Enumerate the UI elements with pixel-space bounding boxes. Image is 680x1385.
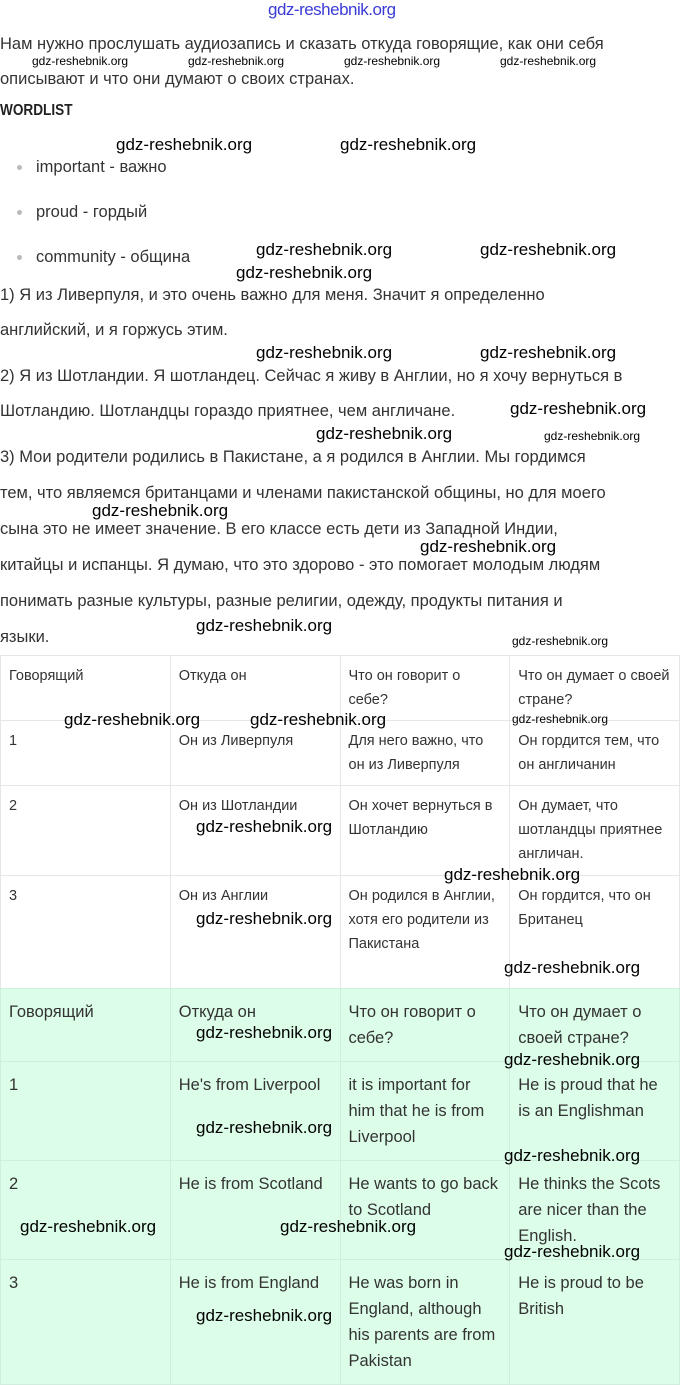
table-cell: 1 [1, 1062, 171, 1161]
intro-line: Нам нужно прослушать аудиозапись и сказать откуда говорящие, как они себя [0, 35, 604, 53]
paragraph-line: языки. [0, 628, 50, 646]
watermark: gdz-reshebnik.org [544, 429, 641, 443]
paragraph-line: Шотландию. Шотландцы гораздо приятнее, чем англичане. [0, 402, 456, 420]
speakers-table-russian [0, 655, 680, 989]
header-cell: Что он говорит о себе? [340, 656, 510, 721]
watermark: gdz-reshebnik.org [512, 634, 609, 648]
table-cell: He wants to go back to Scotland [340, 1161, 510, 1260]
watermark: gdz-reshebnik.org [420, 537, 557, 556]
table-cell: 3 [1, 876, 171, 989]
paragraph-line: сына это не имеет значение. В его классе есть дети из Западной Индии, [0, 520, 558, 538]
watermark: gdz-reshebnik.org [250, 710, 387, 729]
paragraph-line: 2) Я из Шотландии. Я шотландец. Сейчас я живу в Англии, но я хочу вернуться в [0, 367, 623, 385]
table-cell: Он из Англии [170, 876, 340, 989]
watermark: gdz-reshebnik.org [64, 710, 201, 729]
watermark: gdz-reshebnik.org [256, 240, 393, 259]
header-cell: Что он думает о своей стране? [510, 656, 680, 721]
bullet-icon [17, 255, 22, 260]
wordlist-item-text: community - община [36, 248, 191, 266]
table-cell: Он гордится тем, что он англичанин [510, 721, 680, 786]
table-cell: 1 [1, 721, 171, 786]
table-cell: Для него важно, что он из Ливерпуля [340, 721, 510, 786]
table-cell: 2 [1, 1161, 171, 1260]
table-cell: 3 [1, 1260, 171, 1385]
watermark: gdz-reshebnik.org [188, 54, 285, 68]
paragraph-line: английский, и я горжусь этим. [0, 321, 228, 339]
watermark: gdz-reshebnik.org [196, 1023, 333, 1042]
site-header-link[interactable]: gdz-reshebnik.org [268, 0, 396, 19]
watermark: gdz-reshebnik.org [280, 1217, 417, 1236]
table-cell: Он из Шотландии [170, 786, 340, 876]
wordlist-item [17, 248, 190, 267]
bullet-icon [17, 210, 22, 215]
watermark: gdz-reshebnik.org [500, 54, 597, 68]
table-row [1, 721, 680, 786]
watermark: gdz-reshebnik.org [196, 817, 333, 836]
watermark: gdz-reshebnik.org [196, 616, 333, 635]
table-cell: He's from Liverpool [170, 1062, 340, 1161]
watermark: gdz-reshebnik.org [512, 712, 609, 726]
table-cell: it is important for him that he is from Liverpool [340, 1062, 510, 1161]
header-cell: Говорящий [1, 656, 171, 721]
bullet-icon [17, 165, 22, 170]
wordlist-item [17, 203, 147, 222]
speakers-table-english [0, 988, 680, 1385]
intro-line: описывают и что они думают о своих странах. [0, 70, 355, 88]
table-cell: He is from Scotland [170, 1161, 340, 1260]
table-cell: He thinks the Scots are nicer than the English. [510, 1161, 680, 1260]
watermark: gdz-reshebnik.org [480, 343, 617, 362]
wordlist-item-text: important - важно [36, 158, 167, 176]
watermark: gdz-reshebnik.org [316, 424, 453, 443]
watermark: gdz-reshebnik.org [20, 1217, 157, 1236]
table-row [1, 786, 680, 876]
wordlist-item-text: proud - гордый [36, 203, 148, 221]
watermark: gdz-reshebnik.org [196, 1118, 333, 1137]
watermark: gdz-reshebnik.org [92, 501, 229, 520]
watermark: gdz-reshebnik.org [236, 263, 373, 282]
watermark: gdz-reshebnik.org [340, 135, 477, 154]
table-cell: He was born in England, although his parents are from Pakistan [340, 1260, 510, 1385]
watermark: gdz-reshebnik.org [480, 240, 617, 259]
paragraph-line: понимать разные культуры, разные религии, одежду, продукты питания и [0, 592, 563, 610]
paragraph-line: китайцы и испанцы. Я думаю, что это здорово - это помогает молодым людям [0, 556, 601, 574]
watermark: gdz-reshebnik.org [504, 1242, 641, 1261]
watermark: gdz-reshebnik.org [510, 399, 647, 418]
paragraph-line: 1) Я из Ливерпуля, и это очень важно для меня. Значит я определенно [0, 286, 545, 304]
wordlist-heading: WORDLIST [0, 102, 73, 119]
table-cell: He is from England [170, 1260, 340, 1385]
table-cell: He is proud to be British [510, 1260, 680, 1385]
table-cell: Он гордится, что он Британец [510, 876, 680, 989]
watermark: gdz-reshebnik.org [504, 1050, 641, 1069]
header-cell: Что он думает о своей стране? [510, 989, 680, 1062]
table-cell: Он из Ливерпуля [170, 721, 340, 786]
header-cell: Откуда он [170, 989, 340, 1062]
watermark: gdz-reshebnik.org [504, 958, 641, 977]
header-cell: Что он говорит о себе? [340, 989, 510, 1062]
table-cell: 2 [1, 786, 171, 876]
paragraph-line: 3) Мои родители родились в Пакистане, а я родился в Англии. Мы гордимся [0, 448, 586, 466]
table-row [1, 1260, 680, 1385]
header-cell: Откуда он [170, 656, 340, 721]
watermark: gdz-reshebnik.org [256, 343, 393, 362]
table-cell: Он родился в Англии, хотя его родители из Пакистана [340, 876, 510, 989]
watermark: gdz-reshebnik.org [32, 54, 129, 68]
paragraph-line: тем, что являемся британцами и членами пакистанской общины, но для моего [0, 484, 606, 502]
table-cell: Он хочет вернуться в Шотландию [340, 786, 510, 876]
table-cell: He is proud that he is an Englishman [510, 1062, 680, 1161]
header-cell: Говорящий [1, 989, 171, 1062]
watermark: gdz-reshebnik.org [444, 865, 581, 884]
watermark: gdz-reshebnik.org [196, 1306, 333, 1325]
watermark: gdz-reshebnik.org [344, 54, 441, 68]
wordlist-item [17, 158, 167, 177]
watermark: gdz-reshebnik.org [196, 909, 333, 928]
table-cell: Он думает, что шотландцы приятнее англичан. [510, 786, 680, 876]
watermark: gdz-reshebnik.org [504, 1146, 641, 1165]
watermark: gdz-reshebnik.org [116, 135, 253, 154]
